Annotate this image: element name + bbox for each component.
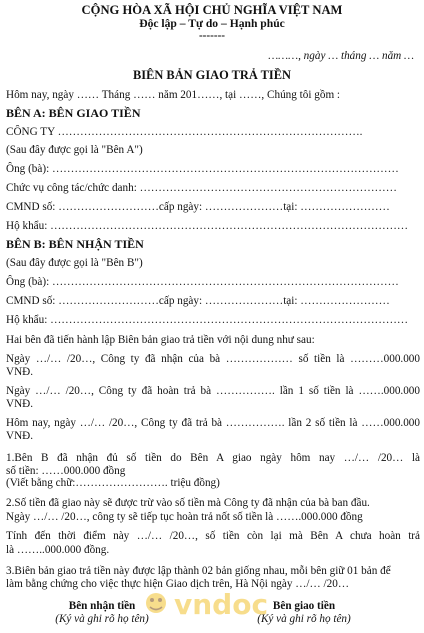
payment-1-line: Ngày …/… /20…, Công ty đã nhận của bà ……………… số tiền là ………000.000 (6, 353, 420, 365)
clause-2-line-3: Tính đến thời điểm này …/… /20…, số tiền còn lại mà Bên A chưa hoàn trả (6, 530, 420, 542)
party-a-alias: (Sau đây được gọi là "Bên A") (6, 144, 143, 156)
clause-2-line-1: 2.Số tiền đã giao này sẽ được trừ vào số tiền mà Công ty đã nhận của bà ban đầu. (6, 497, 370, 509)
national-motto: Độc lập – Tự do – Hạnh phúc (139, 17, 285, 30)
national-title: CỘNG HÒA XÃ HỘI CHỦ NGHĨA VIỆT NAM (81, 3, 343, 17)
party-b-id: CMND số: ………………………cấp ngày: …………………tại: …………………… (6, 295, 390, 307)
party-a-person: Ông (bà): ………………………………………………………………………………… (6, 163, 399, 175)
payment-3-line: Hôm nay, ngày …/… /20…, Công ty đã trả bà ……………. lần 2 số tiền là ……000.000 (6, 417, 420, 429)
clause-3-line-1: 3.Biên bản giao trả tiền này được lập thành 02 bản giống nhau, mỗi bên giữ 01 bản để (6, 565, 391, 577)
clause-1-line-2: số tiền: ……000.000 đồng (6, 465, 126, 477)
document-title: BIÊN BẢN GIAO TRẢ TIỀN (133, 68, 291, 82)
giver-signature-title: Bên giao tiền (272, 600, 336, 612)
giver-signature-note: (Ký và ghi rõ họ tên) (257, 613, 351, 625)
receiver-signature-note: (Ký và ghi rõ họ tên) (55, 613, 149, 625)
party-b-heading: BÊN B: BÊN NHẬN TIỀN (6, 237, 144, 251)
party-a-heading: BÊN A: BÊN GIAO TIỀN (6, 106, 141, 120)
intro-line: Hôm nay, ngày …… Tháng …… năm 201……, tại ……, Chúng tôi gồm : (6, 89, 341, 101)
clause-2-line-4: là ……..000.000 đồng. (6, 544, 110, 556)
party-b-address: Hộ khẩu: …………………………………………………………………………………… (6, 314, 409, 326)
receiver-signature-title: Bên nhận tiền (68, 600, 136, 612)
watermark-text: vndoc (174, 588, 269, 621)
agreement-line: Hai bên đã tiến hành lập Biên bản giao trả tiền với nội dung như sau: (6, 334, 315, 346)
party-a-id: CMND số: ………………………cấp ngày: …………………tại: …………………… (6, 201, 390, 213)
clause-2-line-2: Ngày …/… /20…, công ty sẽ tiếp tục hoàn trả nốt số tiền là …….000.000 đồng (6, 511, 363, 523)
party-a-address: Hộ khẩu: …………………………………………………………………………………… (6, 220, 409, 232)
party-b-person: Ông (bà): ………………………………………………………………………………… (6, 276, 399, 288)
clause-1-line-1: 1.Bên B đã nhận đủ số tiền do Bên A giao ngày hôm nay …/… /20… là (6, 452, 420, 464)
party-b-alias: (Sau đây được gọi là "Bên B") (6, 257, 143, 269)
clause-1-line-3: (Viết bằng chữ:……………………. triệu đồng) (6, 477, 220, 489)
party-a-company: CÔNG TY ………………………………………………………………………. (6, 126, 363, 138)
payment-3-currency: VNĐ. (6, 430, 34, 442)
date-line: ………, ngày … tháng … năm … (268, 50, 414, 62)
payment-2-line: Ngày …/… /20…, Công ty đã hoàn trả bà ……………. lần 1 số tiền là …….000.000 (6, 385, 420, 397)
party-a-position: Chức vụ công tác/chức danh: …………………………………………………………… (6, 182, 397, 194)
header-divider: ------- (198, 30, 226, 42)
payment-2-currency: VNĐ. (6, 398, 34, 410)
clause-3-line-2: làm bằng chứng cho việc thực hiện Giao dịch trên, Hà Nội ngày …/… /20… (6, 578, 350, 590)
payment-1-currency: VNĐ. (6, 366, 34, 378)
